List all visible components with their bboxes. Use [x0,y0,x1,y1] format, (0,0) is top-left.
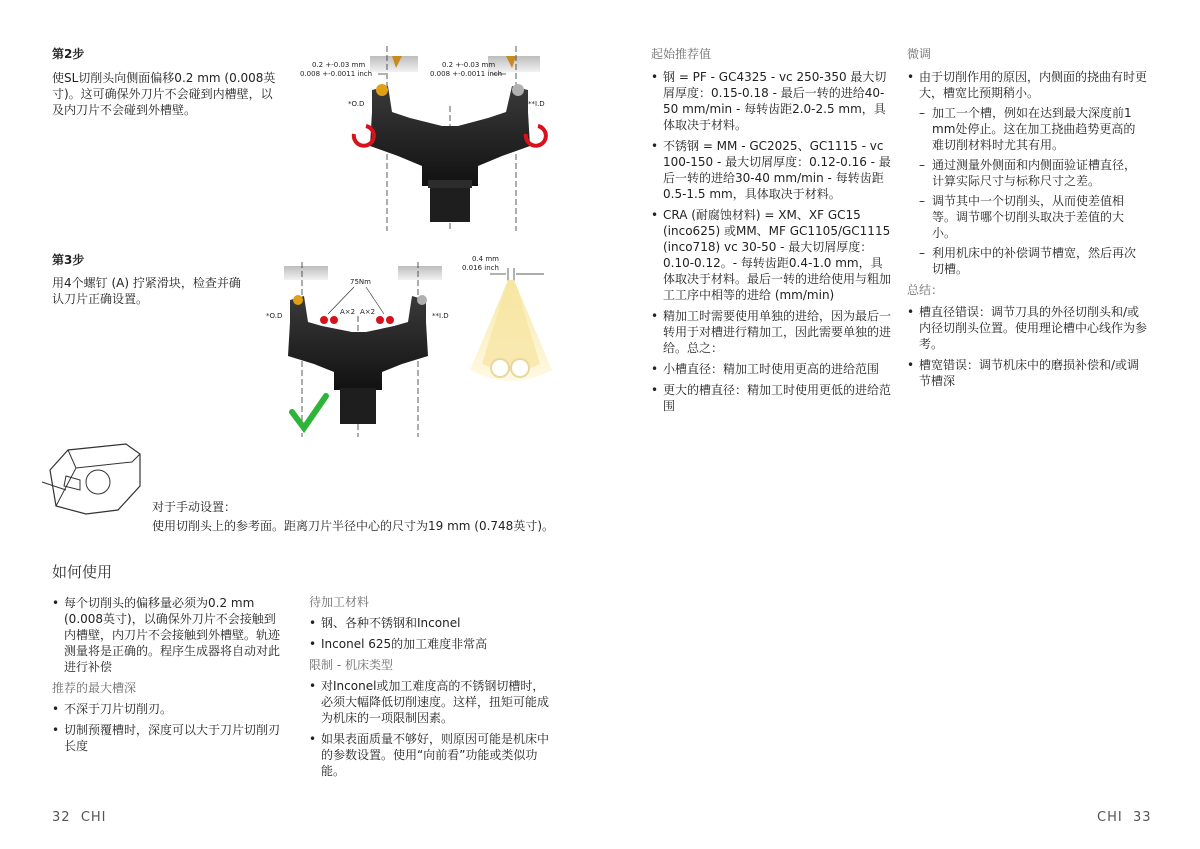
list-item: • 每个切削头的偏移量必须为0.2 mm (0.008英寸)，以确保外刀片不会接触到内槽壁，内刀片不会接触到外槽壁。轨迹测量将是正确的。程序生成器将自动对此进行补偿 [52,595,286,675]
dim-left-1: 0.2 +-0.03 mm [312,61,366,69]
list-item: – 调节其中一个切削头，从而使差值相等。调节哪个切削头取决于差值的大小。 [919,193,1147,241]
label-id: **I.D [528,100,545,108]
list-item: • 更大的槽直径：精加工时使用更低的进给范围 [651,382,891,414]
tool-offset-figure [292,46,562,236]
step2-text: 使SL切削头向侧面偏移0.2 mm (0.008英寸)。这可确保外刀片不会碰到内槽壁，以及内刀片不会碰到外槽壁。 [52,71,276,117]
how-to-use-col1 [52,595,286,759]
manual-setup-figure [36,440,146,520]
step3-block [52,252,252,307]
step3-title: 第3步 [52,253,85,267]
fine-tune-heading: 微调 [907,47,932,61]
list-item: • Inconel 625的加工难度非常高 [309,636,554,652]
gap-dim-1: 0.4 mm [472,255,499,263]
depth-bullet-list [52,701,286,754]
list-item: • 切制预覆槽时，深度可以大于刀片切削刃长度 [52,722,286,754]
checkmark-icon [292,396,326,428]
fig2-label-id: **I.D [432,312,449,320]
start-values-list [651,69,891,414]
manual-setup-block [152,499,592,534]
list-item: • 槽宽错误：调节机床中的磨损补偿和/或调节槽深 [907,357,1147,389]
limit-bullet-list [309,678,554,779]
manual-setup-text: 使用切削头上的参考面。距离刀片半径中心的尺寸为19 mm (0.748英寸)。 [152,519,554,533]
material-label: 待加工材料 [309,595,370,609]
tightening-figure [262,262,452,440]
step2-title: 第2步 [52,47,85,61]
fine-tune-bullet-text: 由于切削作用的原因，内侧面的挠曲有时更大，槽宽比预期稍小。 [919,70,1148,100]
fine-tune-dash-list [919,105,1147,277]
light-beam-figure [460,252,560,392]
list-item: • 不深于刀片切削刃。 [52,701,286,717]
summary-heading: 总结： [907,283,944,297]
summary-list [907,304,1147,389]
ax2-left: A×2 [340,308,356,316]
list-item: • 精加工时需要使用单独的进给，因为最后一转用于对槽进行精加工，因此需要单独的进给。总之： [651,308,891,356]
list-item: • 钢 = PF - GC4325 - vc 250-350 最大切屑厚度：0.15-0.18 - 最后一转的进给40-50 mm/min - 每转齿距2.0-2.5 mm，具体取决于材料。 [651,69,891,133]
fine-tune-list [907,69,1147,277]
fine-tune-section [907,46,1147,394]
manual-setup-title: 对于手动设置： [152,500,237,514]
list-item: • 不锈钢 = MM - GC2025、GC1115 - vc 100-150 - 最大切屑厚度：0.12-0.16 - 最后一转的进给30-40 mm/min - 每转齿距0.5-1.5 mm，具体取决于材料。 [651,138,891,202]
how-to-use-heading: 如何使用 [52,563,113,581]
list-item: • 小槽直径：精加工时使用更高的进给范围 [651,361,891,377]
footer-right [1097,810,1152,825]
dim-right-1: 0.2 +-0.03 mm [442,61,496,69]
torque-label: 75Nm [350,278,371,286]
page-number-left: 32 [52,810,71,825]
list-item: – 利用机床中的补偿调节槽宽，然后再次切槽。 [919,245,1147,277]
start-values-heading: 起始推荐值 [651,47,712,61]
list-item: • CRA (耐腐蚀材料) = XM、XF GC15 (inco625) 或MM、MF GC1105/GC1115 (inco718) vc 30-50 - 最大切屑厚度：0.10-0.12。- 每转齿距0.4-1.0 mm，具体取决于材料。最后一转的进给使用与粗加工工序中相等的进给 (mm/min) [651,207,891,303]
ax2-right: A×2 [360,308,376,316]
how-to-use-col2 [309,594,554,784]
dim-right-2: 0.008 +-0.0011 inch [430,70,503,78]
list-item: • 钢、各种不锈钢和Inconel [309,615,554,631]
depth-label: 推荐的最大槽深 [52,681,137,695]
dim-left-2: 0.008 +-0.0011 inch [300,70,373,78]
material-bullet-list [309,615,554,652]
offset-bullet-list [52,595,286,675]
fig2-label-od: *O.D [266,312,283,320]
limit-label: 限制 - 机床类型 [309,658,393,672]
list-item: • 槽直径错误：调节刀具的外径切削头和/或内径切削头位置。使用理论槽中心线作为参考。 [907,304,1147,352]
step2-block [52,46,282,118]
footer-left [52,810,107,825]
list-item: – 加工一个槽，例如在达到最大深度前1 mm处停止。这在加工挠曲趋势更高的难切削材料时尤其有用。 [919,105,1147,153]
list-item: – 通过测量外侧面和内侧面验证槽直径，计算实际尺寸与标称尺寸之差。 [919,157,1147,189]
page-number-right: 33 [1132,810,1152,825]
footer-lang-right: CHI [1097,810,1123,825]
start-values-section [651,46,891,419]
label-od: *O.D [348,100,365,108]
step3-text: 用4个螺钉 (A) 拧紧滑块，检查并确认刀片正确设置。 [52,276,241,306]
gap-dim-2: 0.016 inch [462,264,499,272]
footer-lang-left: CHI [80,810,107,825]
fine-tune-bullet [907,69,1147,277]
list-item: • 对Inconel或加工难度高的不锈钢切槽时，必须大幅降低切削速度。这样，扭矩可能成为机床的一项限制因素。 [309,678,554,726]
list-item: • 如果表面质量不够好，则原因可能是机床中的参数设置。使用“向前看”功能或类似功能。 [309,731,554,779]
